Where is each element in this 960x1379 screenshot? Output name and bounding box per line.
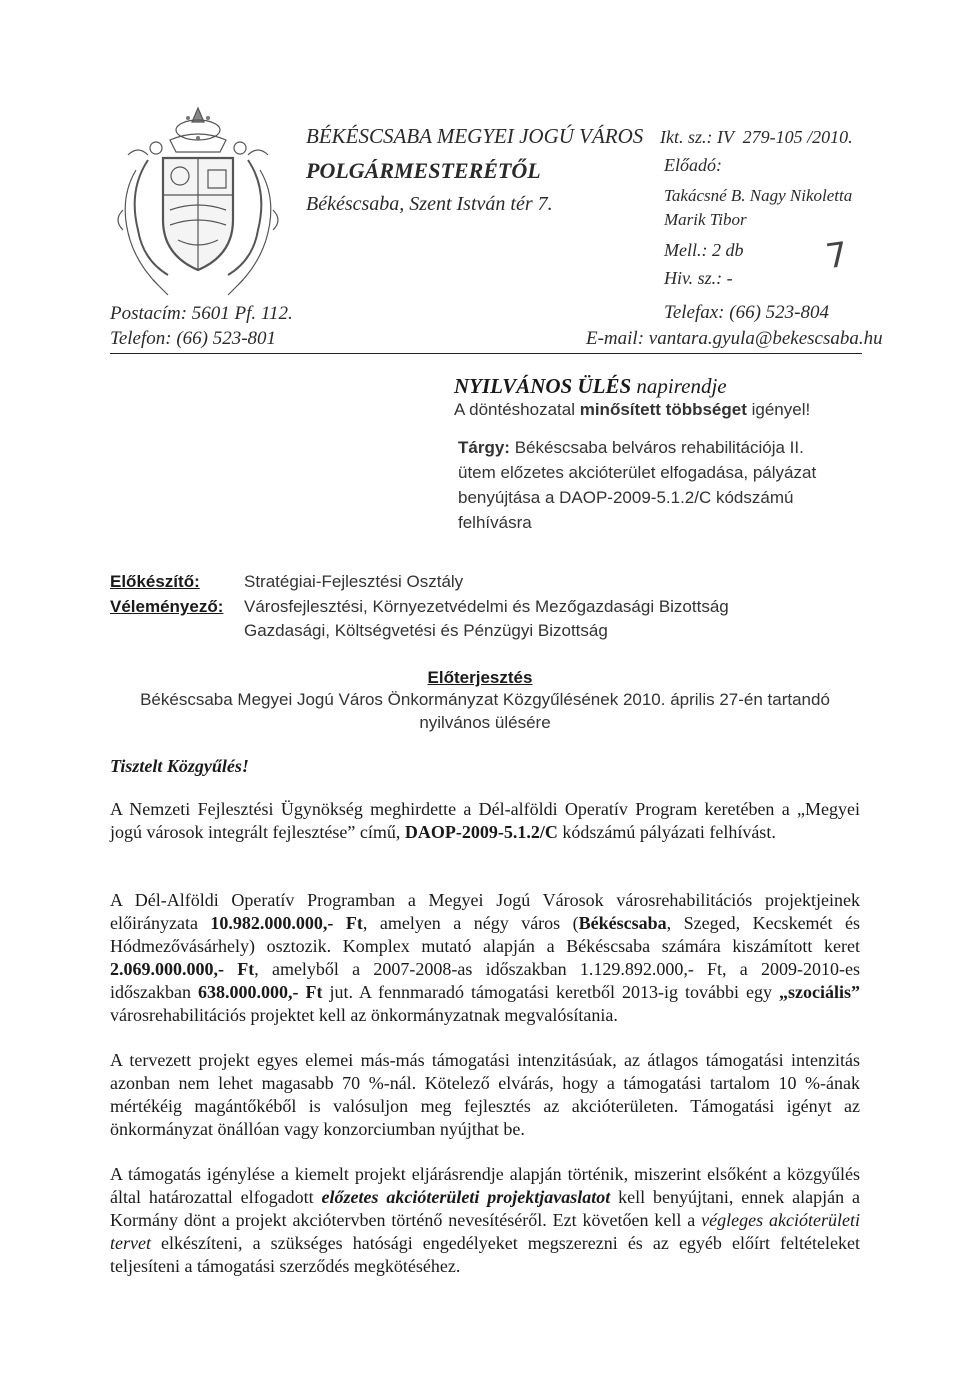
handwritten-mark: 7 bbox=[823, 234, 851, 278]
paragraph-4-e: elkészíteni, a szükséges hatósági engedélyeket megszerezni és az egyéb előírt feltételeket teljesíteni a támogatási szerződés megkötéséhez. bbox=[110, 1233, 860, 1276]
paragraph-2-period-amount: 638.000.000,- Ft bbox=[198, 982, 323, 1002]
paragraph-3: A tervezett projekt egyes elemei más-más támogatási intenzitásúak, az átlagos támogatási intenzitás azonban nem lehet magasabb 70 %-nál. Kötelező elvárás, hogy a támogatási tartalom 10 %-ának mértékéig magántőkéből is valósuljon meg fejlesztés az akcióterületen. Támogatási igényt az önkormányzat önállóan vagy konzorciumban nyújthat be. bbox=[110, 1050, 860, 1139]
paragraph-1-code: DAOP-2009-5.1.2/C bbox=[404, 822, 558, 842]
subject-line-4: felhívásra bbox=[458, 513, 532, 532]
paragraph-2-k: városrehabilitációs projektet kell az önkormányzatnak megvalósítania. bbox=[110, 1005, 618, 1025]
paragraph-2 bbox=[110, 889, 860, 1027]
email-address: E-mail: vantara.gyula@bekescsaba.hu bbox=[586, 328, 883, 349]
reviewer-value-1: Városfejlesztési, Környezetvédelmi és Mezőgazdasági Bizottság bbox=[244, 597, 729, 616]
decision-suffix: igényel! bbox=[746, 400, 811, 419]
paragraph-2-i: jut. A fennmaradó támogatási keretből 2013-ig további egy bbox=[322, 982, 780, 1002]
paragraph-2-frame: 2.069.000.000,- Ft bbox=[110, 959, 255, 979]
subject-line-1: Békéscsaba belváros rehabilitációja II. bbox=[509, 438, 804, 457]
subject-line-2: ütem előzetes akcióterület elfogadása, pályázat bbox=[458, 463, 817, 482]
coat-of-arms-icon bbox=[108, 100, 288, 305]
proposal-title: Előterjesztés bbox=[427, 668, 533, 687]
fax-number: Telefax: (66) 523-804 bbox=[664, 302, 829, 323]
paragraph-4-a: A támogatás igénylése a kiemelt projekt eljárásrendje alapján történik, miszerint elsőként a közgyűlés által határozattal elfogadott bbox=[110, 1164, 860, 1207]
header-divider bbox=[110, 353, 862, 354]
paragraph-4-c: kell benyújtani, ennek alapján a Kormány dönt a projekt akciótervben történő nevesítéséről. Ezt követően kell a bbox=[110, 1187, 860, 1230]
paragraph-2-e: , Szeged, Kecskemét és Hódmezővásárhely) osztozik. Komplex mutató alapján a Békéscsaba számára kiszámított keret bbox=[110, 913, 861, 956]
session-type bbox=[454, 374, 727, 399]
subject-label: Tárgy: bbox=[458, 438, 510, 457]
paragraph-1-a: A Nemzeti Fejlesztési Ügynökség meghirdette a Dél-alföldi Operatív Program keretében a „Megyei jogú városok integrált fejlesztése” című, bbox=[110, 799, 860, 842]
paragraph-4-proposal: előzetes akcióterületi projektjavaslatot bbox=[321, 1187, 611, 1207]
hiv-number: Hiv. sz.: - bbox=[664, 268, 733, 288]
proposal-line-2: nyilvános ülésére bbox=[419, 713, 551, 732]
paragraph-1 bbox=[110, 798, 860, 844]
reviewer-label: Véleményező: bbox=[110, 597, 224, 616]
reviewer-value-2: Gazdasági, Költségvetési és Pénzügyi Bizottság bbox=[244, 621, 608, 640]
decision-prefix: A döntéshozatal bbox=[454, 400, 580, 419]
session-type-rest: napirendje bbox=[631, 374, 727, 398]
presenter-name-2: Marik Tibor bbox=[664, 210, 747, 229]
city-name: BÉKÉSCSABA MEGYEI JOGÚ VÁROS bbox=[306, 124, 644, 148]
session-type-bold: NYILVÁNOS ÜLÉS bbox=[454, 374, 632, 398]
office-name: POLGÁRMESTERÉTŐL bbox=[306, 158, 541, 183]
subject-block bbox=[458, 435, 878, 535]
subject-line-3: benyújtása a DAOP-2009-5.1.2/C kódszámú bbox=[458, 488, 794, 507]
presenter-label: Előadó: bbox=[664, 155, 722, 175]
presenter-name-1: Takácsné B. Nagy Nikoletta bbox=[664, 186, 853, 205]
salutation: Tisztelt Közgyűlés! bbox=[110, 756, 249, 776]
paragraph-2-city: Békéscsaba bbox=[578, 913, 667, 933]
phone-number: Telefon: (66) 523-801 bbox=[110, 328, 277, 349]
office-address: Békéscsaba, Szent István tér 7. bbox=[306, 193, 553, 215]
paragraph-2-total: 10.982.000.000,- Ft bbox=[210, 913, 363, 933]
preparer-value: Stratégiai-Fejlesztési Osztály bbox=[244, 572, 464, 591]
attachments-count: Mell.: 2 db bbox=[664, 240, 744, 260]
decision-bold: minősített többséget bbox=[579, 400, 747, 419]
preparer-label: Előkészítő: bbox=[110, 572, 200, 591]
paragraph-4-final-plan: végleges akcióterületi tervet bbox=[110, 1210, 860, 1253]
proposal-line-1: Békéscsaba Megyei Jogú Város Önkormányzat Közgyűlésének 2010. április 27-én tartandó bbox=[140, 690, 830, 709]
paragraph-2-c: , amelyen a négy város ( bbox=[362, 913, 579, 933]
paragraph-2-g: , amelyből a 2007-2008-as időszakban 1.129.892.000,- Ft, a 2009-2010-es időszakban bbox=[110, 959, 860, 1002]
decision-requirement bbox=[454, 400, 810, 420]
paragraph-1-c: kódszámú pályázati felhívást. bbox=[557, 822, 776, 842]
paragraph-2-social: „szociális” bbox=[779, 982, 861, 1002]
paragraph-4 bbox=[110, 1163, 860, 1278]
postal-address: Postacím: 5601 Pf. 112. bbox=[110, 303, 293, 324]
reference-number: Ikt. sz.: IV 279-105 /2010. bbox=[660, 127, 853, 147]
paragraph-2-a: A Dél-Alföldi Operatív Programban a Megyei Jogú Városok városrehabilitációs projektjeinek előirányzata bbox=[110, 890, 860, 933]
